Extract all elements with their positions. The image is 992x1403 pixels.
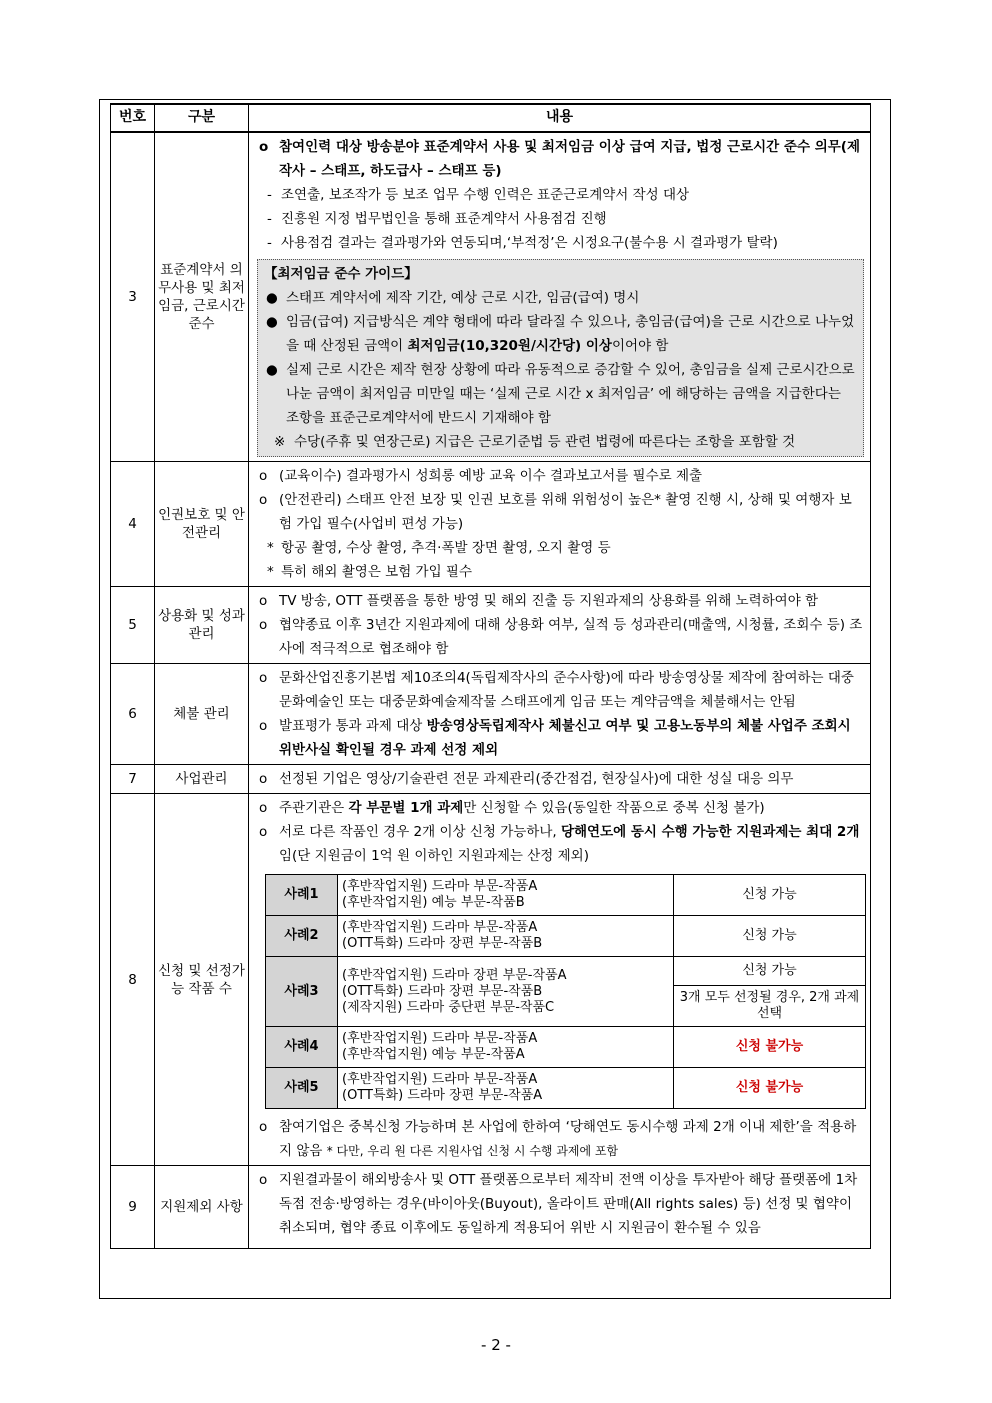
- row-number: 6: [111, 664, 155, 765]
- header-category: 구분: [155, 104, 249, 132]
- case-desc: (후반작업지원) 드라마 부문-작품A (후반작업지원) 예능 부문-작품A: [338, 1027, 674, 1068]
- case-result: 신청 가능: [674, 957, 866, 986]
- case-label: 사례5: [266, 1068, 338, 1109]
- guide-bullet: ● 실제 근로 시간은 제작 현장 상황에 따라 유동적으로 증감할 수 있어, 총임금을 실제 근로시간으로 나눈 금액이 최저임금 미만일 때는 ‘실제 근로 시간 x 최저임금’ 에 해당하는 금액을 지급한다는 조항을 표준근로계약서에 반드시 기재해야 함: [266, 362, 855, 426]
- row-content: [249, 794, 871, 1166]
- row-category: 체불 관리: [155, 664, 249, 765]
- footnote-item: * 특히 해외 촬영은 보험 가입 필수: [267, 564, 472, 580]
- row-number: 7: [111, 765, 155, 794]
- footnote-item: * 항공 촬영, 수상 촬영, 추격·폭발 장면 촬영, 오지 촬영 등: [267, 540, 611, 556]
- paragraph: o 참여기업은 중복신청 가능하며 본 사업에 한하여 ‘당해연도 동시수행 과제 2개 이내 제한’을 적용하지 않음 * 다만, 우리 원 다른 지원사업 신청 시 수행 과제에 포함: [259, 1119, 857, 1159]
- case-label: 사례2: [266, 916, 338, 957]
- case-row: [266, 1068, 866, 1109]
- row-category: 표준계약서 의무사용 및 최저임금, 근로시간 준수: [155, 132, 249, 462]
- paragraph: o (교육이수) 결과평가시 성희롱 예방 교육 이수 결과보고서를 필수로 제출: [259, 468, 703, 484]
- case-row: [266, 875, 866, 916]
- dash-item: - 조연출, 보조작가 등 보조 업무 수행 인력은 표준근로계약서 작성 대상: [267, 187, 690, 203]
- case-label: 사례1: [266, 875, 338, 916]
- case-desc: (후반작업지원) 드라마 부문-작품A (후반작업지원) 예능 부문-작품B: [338, 875, 674, 916]
- case-result: 신청 불가능: [674, 1068, 866, 1109]
- case-label: 사례4: [266, 1027, 338, 1068]
- header-num: 번호: [111, 104, 155, 132]
- paragraph: o (안전관리) 스태프 안전 보장 및 인권 보호를 위해 위험성이 높은* 촬영 진행 시, 상해 및 여행자 보험 가입 필수(사업비 편성 가능): [259, 492, 852, 532]
- row-content: [249, 462, 871, 587]
- paragraph: o 주관기관은 각 부문별 1개 과제만 신청할 수 있음(동일한 작품으로 중복 신청 불가): [259, 800, 765, 816]
- row-category: 인권보호 및 안전관리: [155, 462, 249, 587]
- row-number: 9: [111, 1166, 155, 1249]
- case-result-note: 3개 모두 선정될 경우, 2개 과제 선택: [674, 986, 866, 1027]
- table-row: [111, 1166, 871, 1249]
- table-row: [111, 132, 871, 462]
- table-row: [111, 664, 871, 765]
- guide-note: ※ 수당(주휴 및 연장근로) 지급은 근로기준법 등 관련 법령에 따른다는 조항을 포함할 것: [274, 434, 796, 450]
- content-table: [110, 103, 871, 1249]
- row-number: 5: [111, 587, 155, 664]
- paragraph: o TV 방송, OTT 플랫폼을 통한 방영 및 해외 진출 등 지원과제의 상용화를 위해 노력하여야 함: [259, 593, 819, 609]
- header-content: 내용: [249, 104, 871, 132]
- case-desc: (후반작업지원) 드라마 부문-작품A (OTT특화) 드라마 장편 부문-작품B: [338, 916, 674, 957]
- case-result: 신청 가능: [674, 875, 866, 916]
- table-header-row: [111, 104, 871, 132]
- table-row: [111, 587, 871, 664]
- row-content: [249, 765, 871, 794]
- paragraph: o 선정된 기업은 영상/기술관련 전문 과제관리(중간점검, 현장실사)에 대한 성실 대응 의무: [259, 771, 794, 787]
- paragraph: o 협약종료 이후 3년간 지원과제에 대해 상용화 여부, 실적 등 성과관리(매출액, 시청률, 조회수 등) 조사에 적극적으로 협조해야 함: [259, 617, 863, 657]
- row-content: [249, 132, 871, 462]
- guide-bullet: ● 스태프 계약서에 제작 기간, 예상 근로 시간, 임금(급여) 명시: [266, 290, 640, 306]
- paragraph: o 참여인력 대상 방송분야 표준계약서 사용 및 최저임금 이상 급여 지급, 법정 근로시간 준수 의무(제작사 – 스태프, 하도급사 – 스태프 등): [259, 139, 860, 179]
- guide-title: 【최저임금 준수 가이드】: [264, 266, 418, 282]
- dash-item: - 사용점검 결과는 결과평가와 연동되며,‘부적정’은 시정요구(불수용 시 결과평가 탈락): [267, 235, 778, 251]
- row-category: 상용화 및 성과관리: [155, 587, 249, 664]
- case-result: 신청 불가능: [674, 1027, 866, 1068]
- row-content: [249, 1166, 871, 1249]
- paragraph: o 서로 다른 작품인 경우 2개 이상 신청 가능하나, 당해연도에 동시 수행 가능한 지원과제는 최대 2개임(단 지원금이 1억 원 이하인 지원과제는 산정 제외): [259, 824, 860, 864]
- case-row: [266, 916, 866, 957]
- row-content: [249, 587, 871, 664]
- paragraph: o 지원결과물이 해외방송사 및 OTT 플랫폼으로부터 제작비 전액 이상을 투자받아 해당 플랫폼에 1차 독점 전송·방영하는 경우(바이아웃(Buyout), 올라이트 판매(All rights sales) 등) 선정 및 협약이 취소되며, 협약 종료 이후에도 동일하게 적용되어 위반 시 지원금이 환수될 수 있음: [259, 1172, 858, 1236]
- row-content: [249, 664, 871, 765]
- row-number: 4: [111, 462, 155, 587]
- paragraph: o 발표평가 통과 과제 대상 방송영상독립제작사 체불신고 여부 및 고용노동부의 체불 사업주 조회시 위반사실 확인될 경우 과제 선정 제외: [259, 718, 851, 758]
- guide-bullet: ● 임금(급여) 지급방식은 계약 형태에 따라 달라질 수 있으나, 총임금(급여)을 근로 시간으로 나누었을 때 산정된 금액이 최저임금(10,320원/시간당) 이상이어야 함: [266, 314, 855, 354]
- row-category: 신청 및 선정가능 작품 수: [155, 794, 249, 1166]
- paragraph: o 문화산업진흥기본법 제10조의4(독립제작사의 준수사항)에 따라 방송영상물 제작에 참여하는 대중문화예술인 또는 대중문화예술제작물 스태프에게 임금 또는 계약금액을 체불해서는 안됨: [259, 670, 854, 710]
- row-number: 3: [111, 132, 155, 462]
- case-row: [266, 1027, 866, 1068]
- table-row: [111, 462, 871, 587]
- row-category: 지원제외 사항: [155, 1166, 249, 1249]
- case-result: 신청 가능: [674, 916, 866, 957]
- case-table: [265, 874, 866, 1109]
- min-wage-guide-box: [257, 259, 864, 457]
- table-row: [111, 765, 871, 794]
- case-desc: (후반작업지원) 드라마 부문-작품A (OTT특화) 드라마 장편 부문-작품A: [338, 1068, 674, 1109]
- row-category: 사업관리: [155, 765, 249, 794]
- case-label: 사례3: [266, 957, 338, 1027]
- table-row: [111, 794, 871, 1166]
- case-desc: (후반작업지원) 드라마 장편 부문-작품A (OTT특화) 드라마 장편 부문-작품B (제작지원) 드라마 중단편 부문-작품C: [338, 957, 674, 1027]
- case-row: [266, 957, 866, 986]
- row-number: 8: [111, 794, 155, 1166]
- dash-item: - 진흥원 지정 법무법인을 통해 표준계약서 사용점검 진행: [267, 211, 607, 227]
- page-number: - 2 -: [481, 1336, 511, 1354]
